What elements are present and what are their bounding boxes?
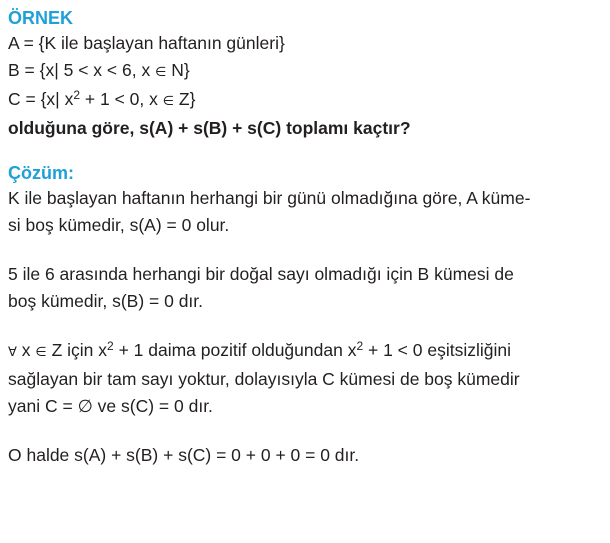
set-b-suffix: N} <box>166 60 190 80</box>
solution-para3-line1 <box>8 337 606 366</box>
set-b-prefix: B = {x| 5 < x < 6, x <box>8 60 156 80</box>
para3-text2: Z için x <box>46 340 108 360</box>
for-all-symbol: ∀ <box>8 345 17 360</box>
para3-exponent-2: 2 <box>356 339 364 353</box>
example-heading: ÖRNEK <box>8 8 74 28</box>
para3-text1: x <box>16 340 36 360</box>
element-of-symbol: ∈ <box>162 94 175 109</box>
element-of-symbol: ∈ <box>35 345 47 360</box>
solution-para2-line1: 5 ile 6 arasında herhangi bir doğal sayı olmadığı için B kümesi de <box>8 264 514 284</box>
document <box>8 6 606 469</box>
para3-line3-a: yani C = <box>8 396 78 416</box>
para3-text4: + 1 < 0 eşitsizliğini <box>363 340 511 360</box>
para3-text3: + 1 daima pozitif olduğundan x <box>113 340 357 360</box>
set-c-definition <box>8 86 606 115</box>
para3-exponent-1: 2 <box>107 339 114 353</box>
set-c-mid: + 1 < 0, x <box>80 89 163 109</box>
solution-para1-line2: si boş kümedir, s(A) = 0 olur. <box>8 215 230 235</box>
element-of-symbol: ∈ <box>155 65 167 80</box>
set-b-definition <box>8 57 606 86</box>
solution-para2-line2: boş kümedir, s(B) = 0 dır. <box>8 291 204 311</box>
conclusion: O halde s(A) + s(B) + s(C) = 0 + 0 + 0 = 0 dır. <box>8 445 360 465</box>
solution-para3-line2: sağlayan bir tam sayı yoktur, dolayısıyla C kümesi de boş kümedir <box>8 369 520 389</box>
solution-para1-line1: K ile başlayan haftanın herhangi bir günü olmadığına göre, A küme- <box>8 188 531 208</box>
set-c-exponent: 2 <box>73 88 81 102</box>
set-a-definition: A = {K ile başlayan haftanın günleri} <box>8 33 285 53</box>
set-c-prefix: C = {x| x <box>8 89 74 109</box>
empty-set-symbol: ∅ <box>77 396 93 416</box>
solution-heading: Çözüm: <box>8 163 74 183</box>
para3-line3-b: ve s(C) = 0 dır. <box>92 396 213 416</box>
set-c-suffix: Z} <box>174 89 196 109</box>
solution-para3-line3 <box>8 393 606 420</box>
question: olduğuna göre, s(A) + s(B) + s(C) toplamı kaçtır? <box>8 118 411 138</box>
